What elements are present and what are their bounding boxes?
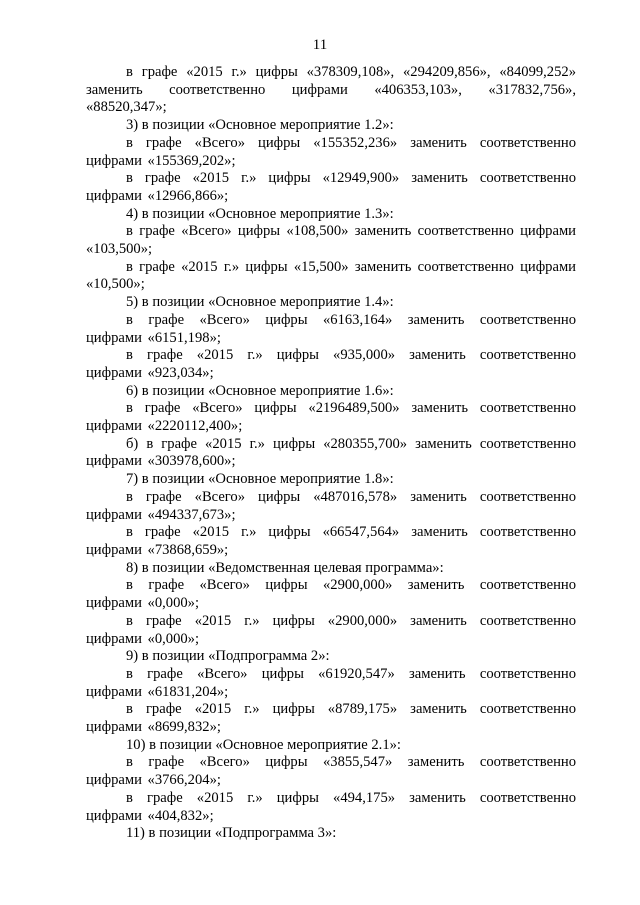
document-body — [86, 64, 576, 843]
paragraph-item-7-total: в графе «Всего» цифры «487016,578» заменить соответственно цифрами «494337,673»; — [86, 488, 576, 523]
paragraph-item-4-heading: 4) в позиции «Основное мероприятие 1.3»: — [126, 205, 394, 222]
paragraph-item-8-2015: в графе «2015 г.» цифры «2900,000» заменить соответственно цифрами «0,000»; — [86, 612, 576, 647]
paragraph-item-9-2015: в графе «2015 г.» цифры «8789,175» заменить соответственно цифрами «8699,832»; — [86, 701, 576, 736]
paragraph-item-9-heading: 9) в позиции «Подпрограмма 2»: — [126, 648, 330, 665]
paragraph-item-5-heading: 5) в позиции «Основное мероприятие 1.4»: — [126, 294, 394, 311]
paragraph-item-10-2015: в графе «2015 г.» цифры «494,175» заменить соответственно цифрами «404,832»; — [86, 789, 576, 824]
paragraph-item-3-total: в графе «Всего» цифры «155352,236» заменить соответственно цифрами «155369,202»; — [86, 134, 576, 169]
paragraph-item-8-total: в графе «Всего» цифры «2900,000» заменить соответственно цифрами «0,000»; — [86, 577, 576, 612]
paragraph-2015-column-position-2: в графе «2015 г.» цифры «378309,108», «294209,856», «84099,252» заменить соответственно цифрами «406353,103», «317832,756», «88520,347»; — [86, 64, 576, 116]
paragraph-item-5-total: в графе «Всего» цифры «6163,164» заменить соответственно цифрами «6151,198»; — [86, 311, 576, 346]
paragraph-item-6-heading: 6) в позиции «Основное мероприятие 1.6»: — [126, 382, 394, 399]
paragraph-item-9-total: в графе «Всего» цифры «61920,547» заменить соответственно цифрами «61831,204»; — [86, 665, 576, 700]
page-number: 11 — [312, 37, 328, 53]
paragraph-item-7-2015: в графе «2015 г.» цифры «66547,564» заменить соответственно цифрами «73868,659»; — [86, 524, 576, 558]
paragraph-item-8-heading: 8) в позиции «Ведомственная целевая программа»: — [126, 559, 444, 576]
paragraph-item-5-2015: в графе «2015 г.» цифры «935,000» заменить соответственно цифрами «923,034»; — [86, 347, 576, 381]
paragraph-item-6-2015: б) в графе «2015 г.» цифры «280355,700» заменить соответственно цифрами «303978,600»; — [86, 435, 576, 470]
paragraph-item-4-2015: в графе «2015 г.» цифры «15,500» заменить соответственно цифрами «10,500»; — [86, 258, 576, 293]
paragraph-item-11-heading: 11) в позиции «Подпрограмма 3»: — [126, 825, 337, 842]
paragraph-item-4-total: в графе «Всего» цифры «108,500» заменить соответственно цифрами «103,500»; — [86, 223, 576, 258]
paragraph-item-3-heading: 3) в позиции «Основное мероприятие 1.2»: — [126, 117, 394, 134]
paragraph-item-7-heading: 7) в позиции «Основное мероприятие 1.8»: — [126, 471, 394, 488]
paragraph-item-6-total: в графе «Всего» цифры «2196489,500» заменить соответственно цифрами «2220112,400»; — [86, 400, 576, 435]
paragraph-item-10-heading: 10) в позиции «Основное мероприятие 2.1»: — [126, 736, 401, 753]
paragraph-item-3-2015: в графе «2015 г.» цифры «12949,900» заменить соответственно цифрами «12966,866»; — [86, 170, 576, 204]
paragraph-item-10-total: в графе «Всего» цифры «3855,547» заменить соответственно цифрами «3766,204»; — [86, 754, 576, 789]
